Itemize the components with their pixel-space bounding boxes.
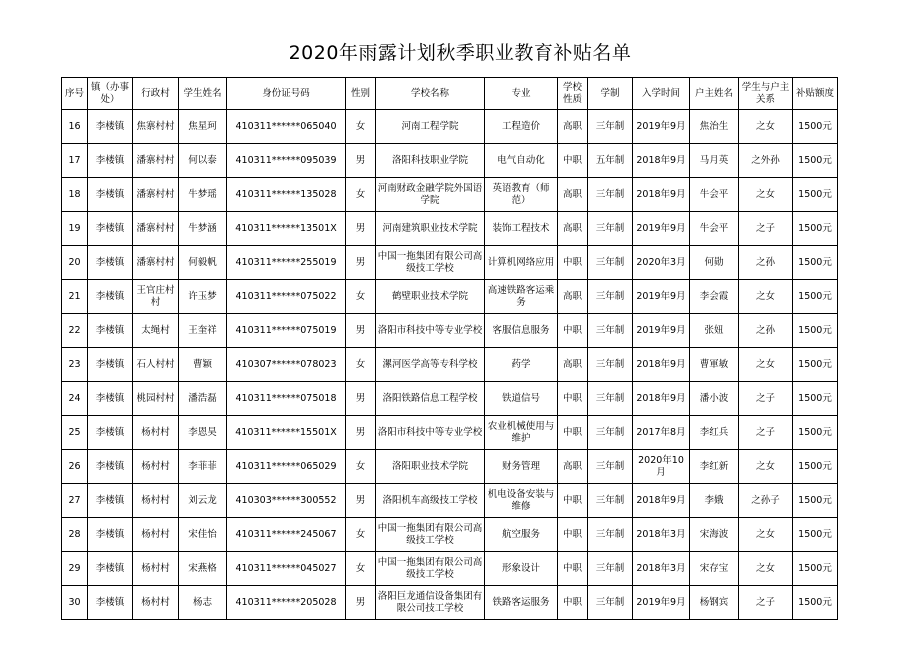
cell-duration: 三年制 [588,178,633,212]
table-row [62,484,838,518]
table-body [62,110,838,620]
cell-major: 电气自动化 [485,144,558,178]
cell-id-number: 410303******300552 [227,484,346,518]
cell-student-name: 何以泰 [179,144,227,178]
table-row [62,586,838,620]
table-row [62,280,838,314]
cell-relation: 之女 [739,178,793,212]
cell-school-type: 中职 [558,518,588,552]
cell-householder: 杨钢宾 [690,586,739,620]
cell-householder: 李红兵 [690,416,739,450]
table-row [62,518,838,552]
cell-relation: 之女 [739,450,793,484]
cell-id-number: 410311******045027 [227,552,346,586]
cell-householder: 牛会平 [690,178,739,212]
cell-gender: 女 [346,450,376,484]
cell-student-name: 宋燕格 [179,552,227,586]
cell-major: 工程造价 [485,110,558,144]
cell-gender: 男 [346,144,376,178]
cell-id-number: 410311******135028 [227,178,346,212]
cell-duration: 三年制 [588,484,633,518]
cell-id-number: 410311******075022 [227,280,346,314]
cell-school-name: 洛阳机车高级技工学校 [376,484,485,518]
cell-enroll-date: 2019年9月 [633,586,690,620]
cell-village: 杨村村 [133,518,179,552]
cell-gender: 女 [346,552,376,586]
cell-row-index: 17 [62,144,88,178]
cell-gender: 女 [346,348,376,382]
header-enroll-date: 入学时间 [633,78,690,110]
cell-village: 杨村村 [133,586,179,620]
cell-village: 石人村村 [133,348,179,382]
cell-row-index: 24 [62,382,88,416]
cell-id-number: 410311******255019 [227,246,346,280]
table-row [62,212,838,246]
cell-duration: 三年制 [588,110,633,144]
cell-gender: 女 [346,518,376,552]
cell-relation: 之孙 [739,246,793,280]
cell-enroll-date: 2018年3月 [633,552,690,586]
cell-major: 客服信息服务 [485,314,558,348]
cell-duration: 三年制 [588,518,633,552]
cell-school-name: 洛阳市科技中等专业学校 [376,314,485,348]
cell-village: 潘寨村村 [133,144,179,178]
cell-id-number: 410311******095039 [227,144,346,178]
cell-householder: 李红新 [690,450,739,484]
cell-student-name: 刘云龙 [179,484,227,518]
table-row [62,246,838,280]
cell-school-name: 河南财政金融学院外国语学院 [376,178,485,212]
cell-householder: 李会霞 [690,280,739,314]
cell-relation: 之女 [739,110,793,144]
cell-school-type: 高职 [558,212,588,246]
cell-village: 杨村村 [133,416,179,450]
table-row [62,382,838,416]
cell-village: 潘寨村村 [133,246,179,280]
cell-school-type: 中职 [558,382,588,416]
cell-gender: 女 [346,280,376,314]
cell-subsidy: 1500元 [793,348,838,382]
cell-school-type: 高职 [558,110,588,144]
table-row [62,178,838,212]
cell-subsidy: 1500元 [793,144,838,178]
cell-school-type: 高职 [558,450,588,484]
cell-gender: 女 [346,178,376,212]
cell-id-number: 410311******205028 [227,586,346,620]
cell-town: 李楼镇 [88,416,133,450]
cell-row-index: 30 [62,586,88,620]
header-student-name: 学生姓名 [179,78,227,110]
cell-student-name: 杨志 [179,586,227,620]
cell-id-number: 410311******15501X [227,416,346,450]
cell-householder: 马月英 [690,144,739,178]
header-school-name: 学校名称 [376,78,485,110]
cell-enroll-date: 2019年9月 [633,110,690,144]
cell-enroll-date: 2018年9月 [633,484,690,518]
cell-duration: 三年制 [588,280,633,314]
cell-duration: 三年制 [588,348,633,382]
cell-subsidy: 1500元 [793,416,838,450]
cell-row-index: 29 [62,552,88,586]
cell-major: 形象设计 [485,552,558,586]
cell-duration: 三年制 [588,416,633,450]
cell-gender: 男 [346,586,376,620]
cell-major: 农业机械使用与维护 [485,416,558,450]
cell-school-name: 中国一拖集团有限公司高级技工学校 [376,552,485,586]
cell-enroll-date: 2019年9月 [633,212,690,246]
cell-village: 王官庄村村 [133,280,179,314]
cell-school-type: 高职 [558,280,588,314]
cell-householder: 宋存宝 [690,552,739,586]
cell-school-name: 洛阳职业技术学院 [376,450,485,484]
cell-school-name: 洛阳科技职业学院 [376,144,485,178]
cell-school-type: 中职 [558,586,588,620]
cell-row-index: 18 [62,178,88,212]
cell-row-index: 23 [62,348,88,382]
cell-town: 李楼镇 [88,484,133,518]
cell-major: 英语教育（师范） [485,178,558,212]
cell-relation: 之子 [739,212,793,246]
cell-subsidy: 1500元 [793,178,838,212]
header-school-type: 学校性质 [558,78,588,110]
cell-village: 杨村村 [133,484,179,518]
cell-row-index: 20 [62,246,88,280]
table-row [62,552,838,586]
cell-householder: 曹軍敏 [690,348,739,382]
cell-householder: 潘小波 [690,382,739,416]
cell-town: 李楼镇 [88,552,133,586]
cell-school-type: 高职 [558,178,588,212]
header-major: 专业 [485,78,558,110]
cell-relation: 之女 [739,518,793,552]
cell-id-number: 410307******078023 [227,348,346,382]
cell-duration: 三年制 [588,450,633,484]
cell-enroll-date: 2018年9月 [633,178,690,212]
cell-duration: 三年制 [588,246,633,280]
cell-village: 杨村村 [133,552,179,586]
cell-id-number: 410311******065029 [227,450,346,484]
cell-subsidy: 1500元 [793,212,838,246]
cell-subsidy: 1500元 [793,518,838,552]
header-village: 行政村 [133,78,179,110]
cell-village: 潘寨村村 [133,178,179,212]
cell-major: 装饰工程技术 [485,212,558,246]
cell-subsidy: 1500元 [793,246,838,280]
cell-duration: 三年制 [588,586,633,620]
cell-id-number: 410311******065040 [227,110,346,144]
cell-gender: 男 [346,484,376,518]
cell-id-number: 410311******075018 [227,382,346,416]
cell-major: 财务管理 [485,450,558,484]
cell-village: 杨村村 [133,450,179,484]
cell-school-type: 中职 [558,246,588,280]
cell-enroll-date: 2019年9月 [633,314,690,348]
cell-duration: 三年制 [588,552,633,586]
cell-town: 李楼镇 [88,110,133,144]
cell-school-type: 高职 [558,348,588,382]
cell-school-name: 洛阳巨龙通信设备集团有限公司技工学校 [376,586,485,620]
cell-school-name: 洛阳市科技中等专业学校 [376,416,485,450]
cell-subsidy: 1500元 [793,484,838,518]
cell-village: 焦寨村村 [133,110,179,144]
cell-householder: 宋海波 [690,518,739,552]
cell-row-index: 25 [62,416,88,450]
cell-id-number: 410311******245067 [227,518,346,552]
cell-subsidy: 1500元 [793,552,838,586]
cell-student-name: 李恩昊 [179,416,227,450]
cell-town: 李楼镇 [88,382,133,416]
cell-enroll-date: 2019年9月 [633,280,690,314]
cell-subsidy: 1500元 [793,450,838,484]
cell-village: 太绳村 [133,314,179,348]
header-gender: 性别 [346,78,376,110]
cell-town: 李楼镇 [88,144,133,178]
cell-gender: 女 [346,110,376,144]
cell-major: 药学 [485,348,558,382]
cell-school-name: 河南建筑职业技术学院 [376,212,485,246]
cell-duration: 三年制 [588,314,633,348]
cell-town: 李楼镇 [88,246,133,280]
cell-duration: 三年制 [588,382,633,416]
cell-school-name: 中国一拖集团有限公司高级技工学校 [376,246,485,280]
header-id-number: 身份证号码 [227,78,346,110]
table-row [62,450,838,484]
cell-householder: 牛会平 [690,212,739,246]
cell-enroll-date: 2020年3月 [633,246,690,280]
cell-relation: 之外孙 [739,144,793,178]
cell-major: 计算机网络应用 [485,246,558,280]
cell-row-index: 28 [62,518,88,552]
cell-gender: 男 [346,416,376,450]
cell-school-type: 中职 [558,314,588,348]
cell-subsidy: 1500元 [793,382,838,416]
cell-town: 李楼镇 [88,314,133,348]
header-householder: 户主姓名 [690,78,739,110]
cell-school-name: 鹤壁职业技术学院 [376,280,485,314]
table-row [62,348,838,382]
cell-school-type: 中职 [558,484,588,518]
header-relation: 学生与户主关系 [739,78,793,110]
cell-row-index: 19 [62,212,88,246]
cell-village: 潘寨村村 [133,212,179,246]
cell-major: 铁路客运服务 [485,586,558,620]
cell-town: 李楼镇 [88,518,133,552]
table-row [62,110,838,144]
cell-student-name: 焦星珂 [179,110,227,144]
cell-student-name: 曹颖 [179,348,227,382]
cell-householder: 何勋 [690,246,739,280]
cell-duration: 五年制 [588,144,633,178]
cell-gender: 男 [346,212,376,246]
cell-student-name: 何毅帆 [179,246,227,280]
cell-village: 桃园村村 [133,382,179,416]
cell-major: 机电设备安装与维修 [485,484,558,518]
header-duration: 学制 [588,78,633,110]
cell-town: 李楼镇 [88,178,133,212]
header-subsidy: 补贴额度 [793,78,838,110]
cell-major: 铁道信号 [485,382,558,416]
cell-student-name: 牛梦瑶 [179,178,227,212]
cell-householder: 焦治生 [690,110,739,144]
cell-gender: 男 [346,314,376,348]
cell-duration: 三年制 [588,212,633,246]
cell-gender: 男 [346,246,376,280]
cell-relation: 之女 [739,348,793,382]
cell-subsidy: 1500元 [793,280,838,314]
cell-town: 李楼镇 [88,280,133,314]
cell-school-type: 中职 [558,416,588,450]
cell-student-name: 王奎祥 [179,314,227,348]
cell-id-number: 410311******075019 [227,314,346,348]
cell-row-index: 16 [62,110,88,144]
cell-relation: 之孙子 [739,484,793,518]
cell-subsidy: 1500元 [793,586,838,620]
cell-school-name: 洛阳铁路信息工程学校 [376,382,485,416]
cell-relation: 之子 [739,382,793,416]
cell-enroll-date: 2020年10月 [633,450,690,484]
cell-school-name: 漯河医学高等专科学校 [376,348,485,382]
cell-school-name: 中国一拖集团有限公司高级技工学校 [376,518,485,552]
cell-row-index: 22 [62,314,88,348]
cell-relation: 之女 [739,552,793,586]
cell-town: 李楼镇 [88,212,133,246]
table-row [62,416,838,450]
cell-subsidy: 1500元 [793,314,838,348]
subsidy-table [61,77,838,620]
cell-householder: 李娥 [690,484,739,518]
table-row [62,144,838,178]
cell-enroll-date: 2018年9月 [633,144,690,178]
header-index: 序号 [62,78,88,110]
cell-relation: 之孙 [739,314,793,348]
cell-school-name: 河南工程学院 [376,110,485,144]
cell-gender: 男 [346,382,376,416]
cell-id-number: 410311******13501X [227,212,346,246]
cell-school-type: 中职 [558,552,588,586]
cell-town: 李楼镇 [88,586,133,620]
cell-student-name: 牛梦涵 [179,212,227,246]
page-title: 2020年雨露计划秋季职业教育补贴名单 [288,42,632,64]
cell-householder: 张妞 [690,314,739,348]
cell-row-index: 21 [62,280,88,314]
cell-student-name: 许玉梦 [179,280,227,314]
cell-relation: 之子 [739,416,793,450]
table-header-row [62,78,838,110]
cell-student-name: 宋佳怡 [179,518,227,552]
cell-town: 李楼镇 [88,450,133,484]
cell-major: 航空服务 [485,518,558,552]
cell-enroll-date: 2017年8月 [633,416,690,450]
header-town: 镇（办事处） [88,78,133,110]
cell-town: 李楼镇 [88,348,133,382]
cell-relation: 之女 [739,280,793,314]
cell-row-index: 27 [62,484,88,518]
cell-major: 高速铁路客运乘务 [485,280,558,314]
cell-enroll-date: 2018年3月 [633,518,690,552]
cell-row-index: 26 [62,450,88,484]
cell-school-type: 中职 [558,144,588,178]
table-row [62,314,838,348]
cell-student-name: 潘浩磊 [179,382,227,416]
cell-subsidy: 1500元 [793,110,838,144]
cell-enroll-date: 2018年9月 [633,382,690,416]
cell-enroll-date: 2018年9月 [633,348,690,382]
cell-relation: 之子 [739,586,793,620]
cell-student-name: 李菲菲 [179,450,227,484]
